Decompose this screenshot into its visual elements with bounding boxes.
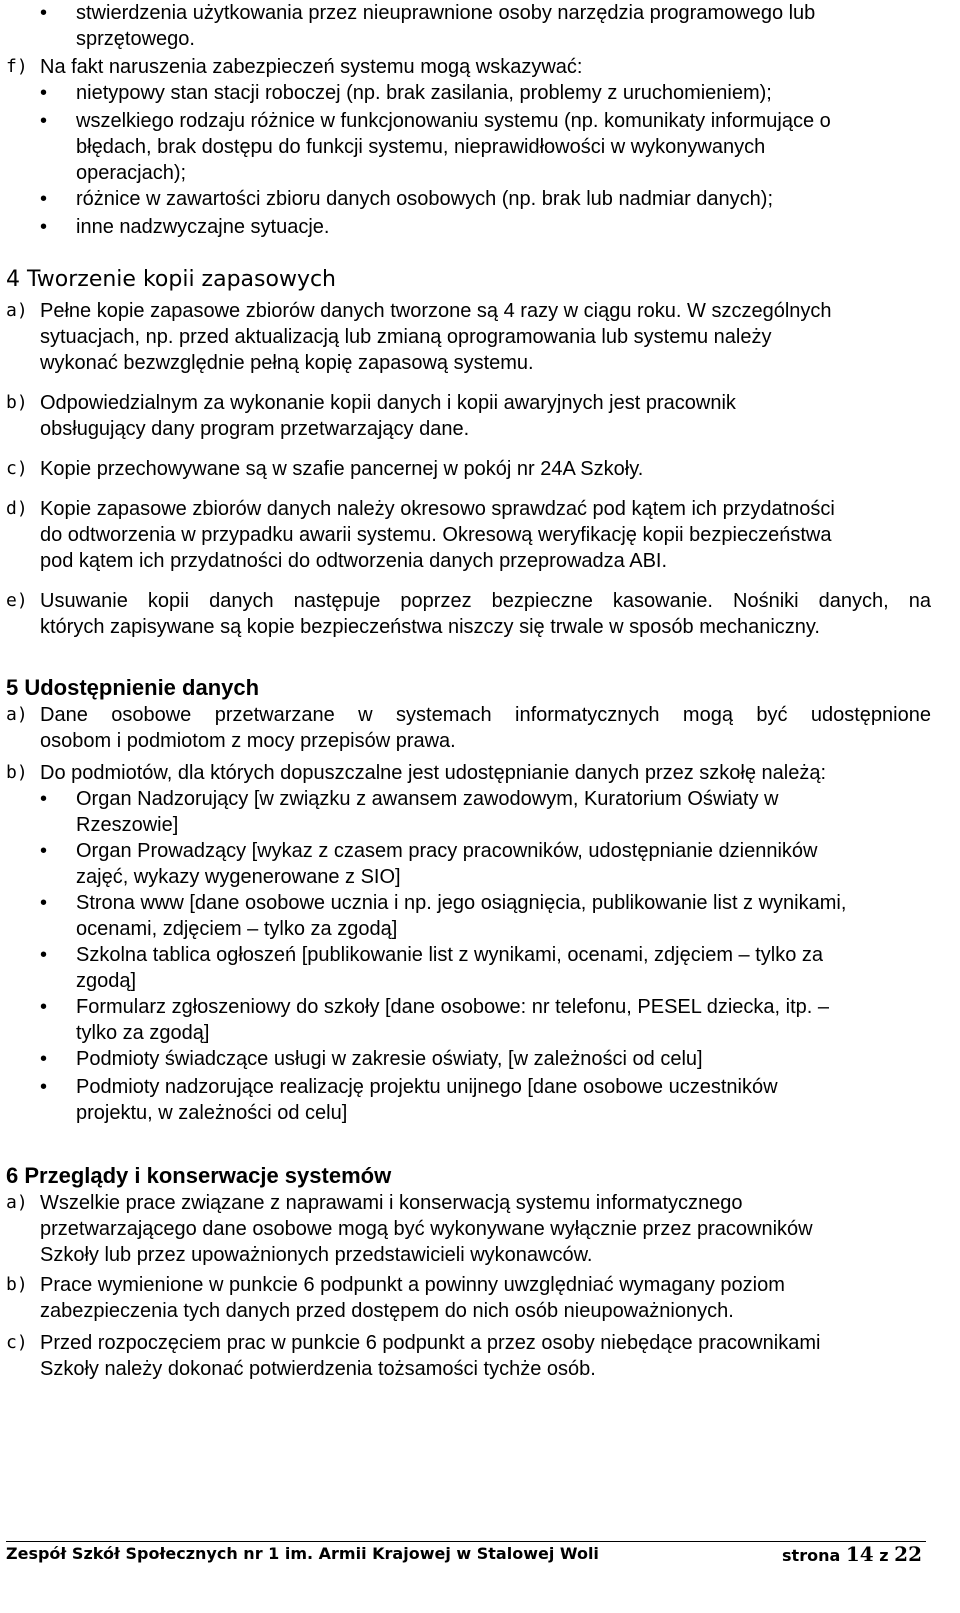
text-line: do odtworzenia w przypadku awarii systemu. Okresową weryfikację kopii bezpieczeństwa (40, 524, 832, 546)
list-item-line: Organ Nadzorujący [w związku z awansem zawodowym, Kuratorium Oświaty w (76, 788, 779, 810)
text-line: sytuacjach, np. przed aktualizacją lub zmianą oprogramowania lub systemu należy (40, 326, 772, 348)
text-line: Usuwanie kopii danych następuje poprzez bezpieczne kasowanie. Nośniki danych, na (40, 590, 931, 612)
bullet-icon: • (40, 216, 48, 238)
list-label: b) (6, 762, 28, 783)
text-line: przetwarzającego dane osobowe mogą być wykonywane wyłącznie przez pracowników (40, 1218, 813, 1240)
list-item-line: Formularz zgłoszeniowy do szkoły [dane osobowe: nr telefonu, PESEL dziecka, itp. – (76, 996, 829, 1018)
section-heading: 6 Przeglądy i konserwacje systemów (6, 1163, 392, 1188)
bullet-icon: • (40, 1048, 48, 1070)
list-label: a) (6, 704, 28, 725)
text-line: błędach, brak dostępu do funkcji systemu, nieprawidłowości w wykonywanych (76, 136, 766, 158)
list-label: c) (6, 1332, 28, 1353)
section-heading: 5 Udostępnienie danych (6, 675, 260, 700)
text-line: stwierdzenia użytkowania przez nieuprawnione osoby narzędzia programowego lub (76, 2, 816, 24)
text-line: wykonać bezwzględnie pełną kopię zapasową systemu. (40, 352, 534, 374)
list-label: e) (6, 590, 28, 611)
text-line: Na fakt naruszenia zabezpieczeń systemu mogą wskazywać: (40, 56, 583, 78)
text-line: których zapisywane są kopie bezpieczeństwa niszczy się trwale w sposób mechaniczny. (40, 616, 820, 638)
text-line: operacjach); (76, 162, 187, 184)
text-line: osobom i podmiotom z mocy przepisów prawa. (40, 730, 456, 752)
bullet-icon: • (40, 188, 48, 210)
bullet-icon: • (40, 892, 48, 914)
text-line: zabezpieczenia tych danych przed dostępem do nich osób nieupoważnionych. (40, 1300, 734, 1322)
list-label: b) (6, 392, 28, 413)
text-line: pod kątem ich przydatności do odtworzenia danych przeprowadza ABI. (40, 550, 668, 572)
text-line: Przed rozpoczęciem prac w punkcie 6 podpunkt a przez osoby niebędące pracownikami (40, 1332, 821, 1354)
bullet-icon: • (40, 840, 48, 862)
list-item-line: ocenami, zdjęciem – tylko za zgodą] (76, 918, 398, 940)
list-label: d) (6, 498, 28, 519)
list-item-line: Organ Prowadzący [wykaz z czasem pracy pracowników, udostępnianie dzienników (76, 840, 818, 862)
list-label: f) (6, 56, 28, 77)
text-line: Odpowiedzialnym za wykonanie kopii danych i kopii awaryjnych jest pracownik (40, 392, 736, 414)
list-label: a) (6, 300, 28, 321)
text-line: Pełne kopie zapasowe zbiorów danych tworzone są 4 razy w ciągu roku. W szczególnych (40, 300, 832, 322)
text-line: różnice w zawartości zbioru danych osobowych (np. brak lub nadmiar danych); (76, 188, 774, 210)
text-line: Szkoły należy dokonać potwierdzenia tożsamości tychże osób. (40, 1358, 596, 1380)
list-item-line: Podmioty nadzorujące realizację projektu unijnego [dane osobowe uczestników (76, 1076, 778, 1098)
bullet-icon: • (40, 1076, 48, 1098)
footer-page-number (782, 1542, 922, 1566)
text-line: inne nadzwyczajne sytuacje. (76, 216, 330, 238)
text-line: Kopie przechowywane są w szafie pancernej w pokój nr 24A Szkoły. (40, 458, 644, 480)
list-item-line: zajęć, wykazy wygenerowane z SIO] (76, 866, 401, 888)
bullet-icon: • (40, 996, 48, 1018)
footer-z-label: z (879, 1546, 889, 1565)
footer-total-pages: 22 (894, 1542, 922, 1566)
text-line: Szkoły lub przez upoważnionych przedstawicieli wykonawców. (40, 1244, 593, 1266)
list-item-line: Rzeszowie] (76, 814, 179, 836)
list-label: b) (6, 1274, 28, 1295)
bullet-icon: • (40, 82, 48, 104)
text-line: Wszelkie prace związane z naprawami i konserwacją systemu informatycznego (40, 1192, 743, 1214)
text-line: Do podmiotów, dla których dopuszczalne jest udostępnianie danych przez szkołę należą: (40, 762, 827, 784)
list-label: c) (6, 458, 28, 479)
bullet-icon: • (40, 944, 48, 966)
bullet-icon: • (40, 110, 48, 132)
footer-current-page: 14 (845, 1542, 874, 1566)
text-line: sprzętowego. (76, 28, 195, 50)
list-item-line: zgodą] (76, 970, 137, 992)
section-heading: 4 Tworzenie kopii zapasowych (6, 267, 336, 292)
text-line: nietypowy stan stacji roboczej (np. brak zasilania, problemy z uruchomieniem); (76, 82, 772, 104)
list-item-line: Szkolna tablica ogłoszeń [publikowanie list z wynikami, ocenami, zdjęciem – tylko za (76, 944, 824, 966)
footer-school-name: Zespół Szkół Społecznych nr 1 im. Armii Krajowej w Stalowej Woli (6, 1544, 599, 1563)
footer-strona-label: strona (782, 1546, 841, 1565)
list-item-line: tylko za zgodą] (76, 1022, 210, 1044)
bullet-icon: • (40, 788, 48, 810)
list-label: a) (6, 1192, 28, 1213)
text-line: wszelkiego rodzaju różnice w funkcjonowaniu systemu (np. komunikaty informujące o (76, 110, 831, 132)
text-line: Kopie zapasowe zbiorów danych należy okresowo sprawdzać pod kątem ich przydatności (40, 498, 835, 520)
list-item-line: Podmioty świadczące usługi w zakresie oświaty, [w zależności od celu] (76, 1048, 703, 1070)
text-line: Dane osobowe przetwarzane w systemach informatycznych mogą być udostępnione (40, 704, 931, 726)
text-line: Prace wymienione w punkcie 6 podpunkt a powinny uwzględniać wymagany poziom (40, 1274, 785, 1296)
list-item-line: projektu, w zależności od celu] (76, 1102, 348, 1124)
text-line: obsługujący dany program przetwarzający dane. (40, 418, 470, 440)
bullet-icon: • (40, 2, 48, 24)
list-item-line: Strona www [dane osobowe ucznia i np. jego osiągnięcia, publikowanie list z wynikami, (76, 892, 847, 914)
